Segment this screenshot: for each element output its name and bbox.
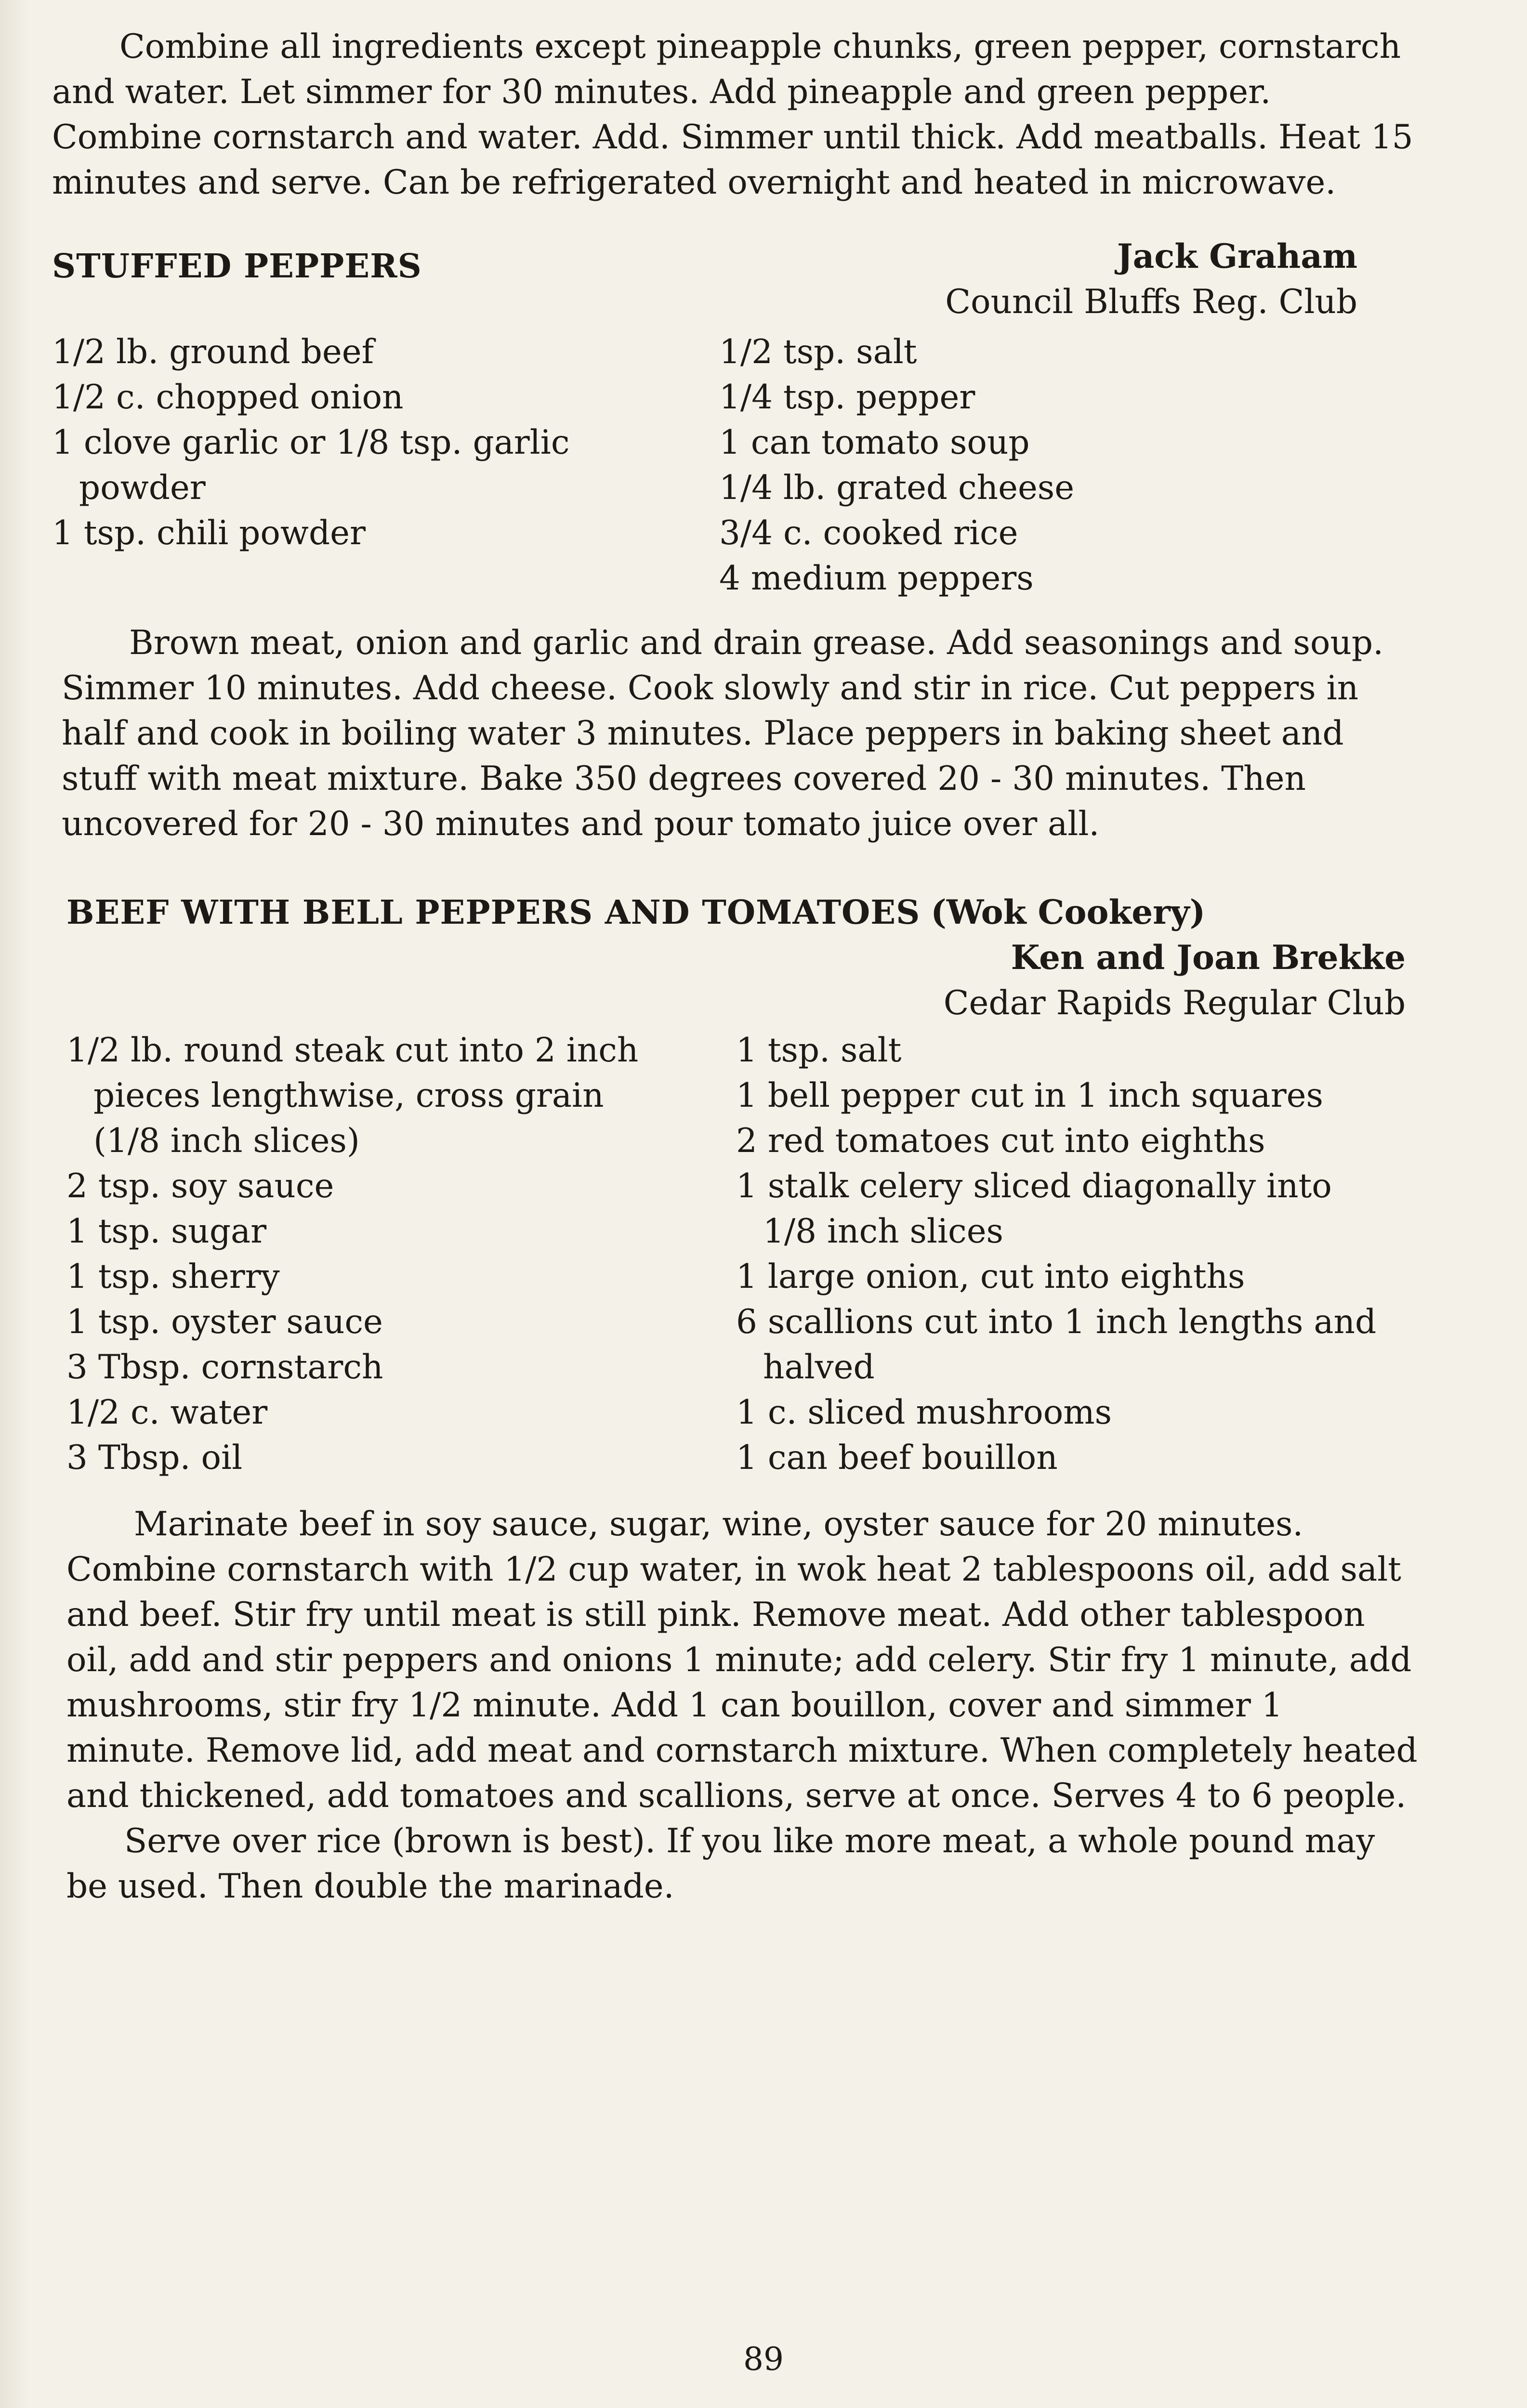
ingredient-item: 1/2 lb. round steak cut into 2 inch pieces lengthwise, cross grain (1/8 inch slices)	[66, 1031, 639, 1160]
ingredient-list	[52, 329, 1420, 601]
ingredient-item: 1/4 lb. grated cheese	[719, 469, 1075, 507]
ingredient-item: 1 tsp. sherry	[66, 1257, 280, 1296]
ingredients-left-column	[52, 329, 719, 601]
ingredient-item: 1/4 tsp. pepper	[719, 378, 975, 417]
ingredient-item: 1 bell pepper cut in 1 inch squares	[736, 1076, 1323, 1115]
recipe-header	[66, 890, 1420, 1026]
ingredient-item: 3 Tbsp. oil	[66, 1439, 243, 1477]
recipe-stuffed-peppers	[52, 234, 1420, 847]
ingredients-left-column	[66, 1028, 736, 1480]
ingredient-item: 3/4 c. cooked rice	[719, 514, 1018, 552]
recipe-title-block	[52, 234, 422, 289]
recipe-directions: Marinate beef in soy sauce, sugar, wine, oyster sauce for 20 minutes. Combine cornstarch with 1/2 cup water, in wok heat 2 tablespoons oil, add salt and beef. Stir fry until meat is still pink. Remove meat. Add other tablespoon oil, add and stir peppers and onions 1 minute; add celery. Stir fry 1 minute, add mushrooms, stir fry 1/2 minute. Add 1 can bouillon, cover and simmer 1 minute. Remove lid, add meat and cornstarch mixture. When completely heated and thickened, add tomatoes and scallions, serve at once. Serves 4 to 6 people.	[66, 1505, 1418, 1815]
ingredient-item: 6 scallions cut into 1 inch lengths and halved	[736, 1303, 1377, 1387]
ingredient-item: 1 tsp. oyster sauce	[66, 1303, 383, 1341]
recipe-note: Serve over rice (brown is best). If you like more meat, a whole pound may be used. Then double the marinade.	[66, 1822, 1375, 1906]
recipe-title-suffix: (Wok Cookery)	[931, 893, 1206, 932]
ingredient-item: 1 can beef bouillon	[736, 1439, 1058, 1477]
recipe-title-block	[66, 890, 1420, 935]
ingredient-item: 2 tsp. soy sauce	[66, 1167, 334, 1205]
ingredient-item: 4 medium peppers	[719, 559, 1034, 598]
ingredient-item: 1 stalk celery sliced diagonally into 1/8 inch slices	[736, 1167, 1332, 1251]
recipe-directions: Brown meat, onion and garlic and drain grease. Add seasonings and soup. Simmer 10 minutes. Add cheese. Cook slowly and stir in rice. Cut peppers in half and cook in boiling water 3 minutes. Place peppers in baking sheet and stuff with meat mixture. Bake 350 degrees covered 20 - 30 minutes. Then uncovered for 20 - 30 minutes and pour tomato juice over all.	[62, 624, 1384, 843]
recipe-title: BEEF WITH BELL PEPPERS AND TOMATOES	[66, 893, 921, 932]
ingredient-item: 1 c. sliced mushrooms	[736, 1393, 1112, 1432]
recipe-title: STUFFED PEPPERS	[52, 247, 422, 286]
ingredient-list	[66, 1028, 1420, 1480]
ingredient-item: 1 can tomato soup	[719, 423, 1030, 462]
credit-club: Cedar Rapids Regular Club	[943, 984, 1406, 1022]
recipe-beef-bell-peppers-tomatoes	[52, 890, 1420, 1909]
ingredient-item: 1/2 tsp. salt	[719, 333, 917, 371]
ingredients-right-column	[736, 1028, 1410, 1480]
ingredient-item: 1/2 lb. ground beef	[52, 333, 374, 371]
ingredient-item: 1 tsp. chili powder	[52, 514, 366, 552]
ingredient-item: 1/2 c. chopped onion	[52, 378, 404, 417]
recipe-header	[52, 234, 1420, 325]
page-content	[52, 24, 1420, 1909]
ingredient-item: 1 tsp. sugar	[66, 1212, 267, 1251]
ingredient-item: 1 tsp. salt	[736, 1031, 902, 1070]
ingredient-item: 1 clove garlic or 1/8 tsp. garlic powder	[52, 423, 570, 507]
recipe-credits	[945, 234, 1420, 325]
credit-name: Ken and Joan Brekke	[1011, 938, 1406, 977]
page-number: 89	[743, 2341, 784, 2378]
ingredient-item: 1 large onion, cut into eighths	[736, 1257, 1245, 1296]
ingredient-item: 1/2 c. water	[66, 1393, 268, 1432]
ingredients-right-column	[719, 329, 1394, 601]
credit-club: Council Bluffs Reg. Club	[945, 283, 1357, 321]
ingredient-item: 3 Tbsp. cornstarch	[66, 1348, 383, 1387]
ingredient-item: 2 red tomatoes cut into eighths	[736, 1122, 1265, 1160]
intro-paragraph: Combine all ingredients except pineapple chunks, green pepper, cornstarch and water. Let simmer for 30 minutes. Add pineapple and green pepper. Combine cornstarch and water. Add. Simmer until thick. Add meatballs. Heat 15 minutes and serve. Can be refrigerated overnight and heated in microwave.	[52, 27, 1413, 202]
credit-name: Jack Graham	[1117, 237, 1357, 276]
recipe-credits	[66, 935, 1420, 1026]
